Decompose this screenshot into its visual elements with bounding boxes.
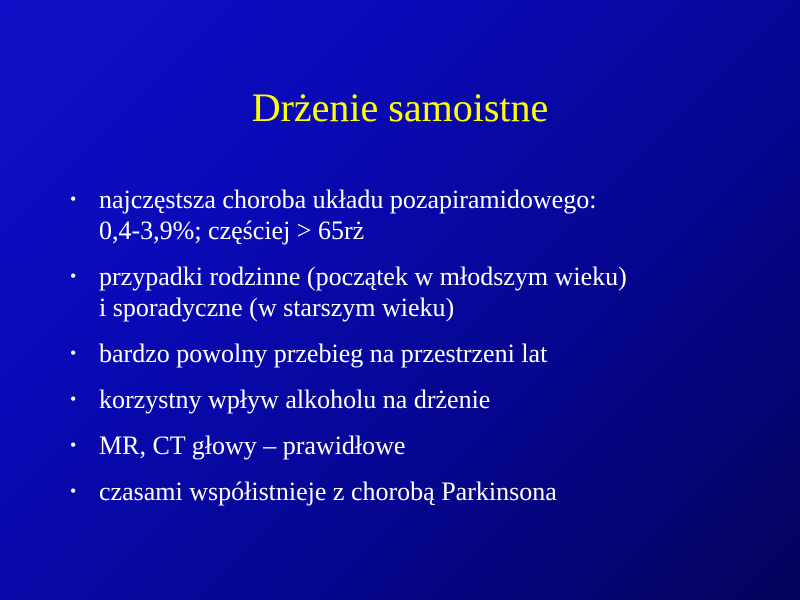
bullet-icon: • [70,343,77,363]
bullet-item [70,430,770,461]
bullet-item [70,384,770,415]
bullet-text-line1: najczęstsza choroba układu pozapiramidowego: [99,185,597,214]
bullet-icon: • [70,481,77,501]
bullet-icon: • [70,435,77,455]
bullet-text: korzystny wpływ alkoholu na drżenie [99,385,491,414]
bullet-text: bardzo powolny przebieg na przestrzeni lat [99,339,548,368]
bullet-icon: • [70,389,77,409]
bullet-text-line2: 0,4-3,9%; częściej > 65rż [99,216,365,245]
bullet-item [70,261,770,323]
bullet-icon: • [70,189,77,209]
slide-title: Drżenie samoistne [251,85,549,130]
bullet-list [70,184,770,522]
bullet-item [70,338,770,369]
bullet-item [70,476,770,507]
bullet-item [70,184,770,246]
bullet-text-line2: i sporadyczne (w starszym wieku) [99,293,455,322]
bullet-icon: • [70,266,77,286]
bullet-text: MR, CT głowy – prawidłowe [99,431,406,460]
bullet-text-line1: przypadki rodzinne (początek w młodszym wieku) [99,262,627,291]
bullet-text: czasami współistnieje z chorobą Parkinsona [99,477,557,506]
